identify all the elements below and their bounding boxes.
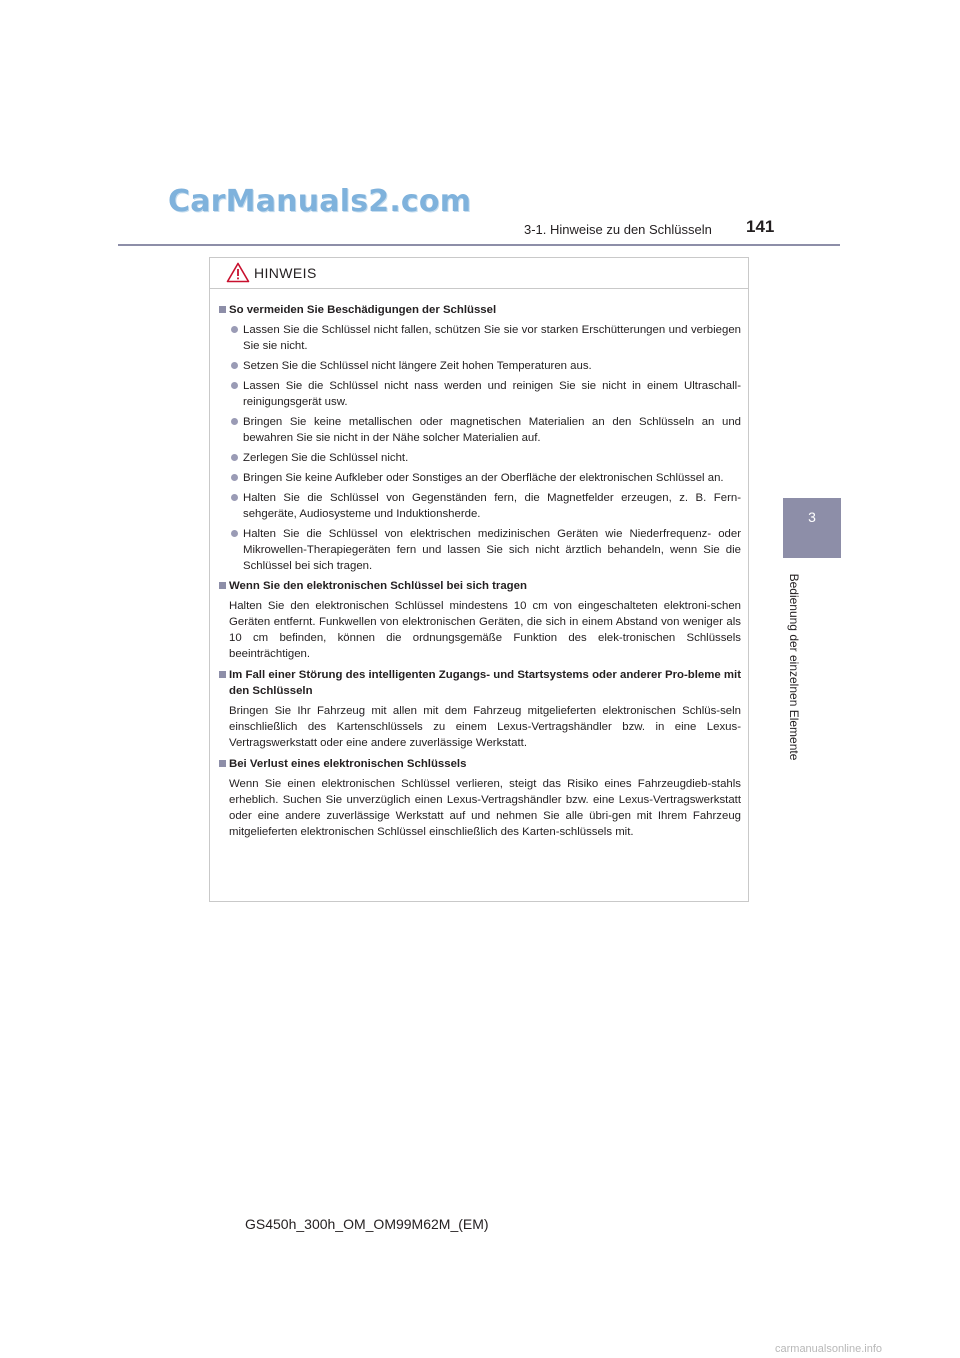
section-damage-prevention bbox=[219, 302, 741, 574]
chapter-label-text: Bedienung der einzelnen Elemente bbox=[787, 573, 801, 761]
section-lost-key bbox=[219, 756, 741, 840]
section-heading: So vermeiden Sie Beschädigungen der Schlüssel bbox=[219, 302, 741, 318]
watermark: carmanualsonline.info bbox=[775, 1343, 883, 1355]
manual-code: GS450h_300h_OM_OM99M62M_(EM) bbox=[245, 1216, 489, 1232]
page-number: 141 bbox=[746, 217, 775, 236]
list-item: Halten Sie die Schlüssel von elektrischen medizinischen Geräten wie Niederfrequenz- oder Mikrowellen-Therapiegeräten fern und lassen Sie sich nicht ärztlich behandeln, wenn Sie die Schlüssel bei sich tragen. bbox=[219, 526, 741, 574]
section-carrying-key bbox=[219, 578, 741, 662]
header-divider bbox=[118, 244, 840, 246]
section-heading: Im Fall einer Störung des intelligenten Zugangs- und Startsystems oder anderer Pro-bleme mit den Schlüsseln bbox=[219, 667, 741, 699]
list-item: Setzen Sie die Schlüssel nicht längere Zeit hohen Temperaturen aus. bbox=[219, 358, 741, 374]
chapter-label bbox=[783, 562, 805, 772]
notice-body bbox=[210, 289, 748, 840]
section-text: Halten Sie den elektronischen Schlüssel mindestens 10 cm von eingeschalteten elektroni-schen Geräten entfernt. Funkwellen von elektronischen Geräten, die sich in einem Abstand von weniger als 10 cm befinden, können die ordnungsgemäße Funktion des elek-tronischen Schlüssels beeinträchtigen. bbox=[229, 600, 741, 660]
section-heading: Wenn Sie den elektronischen Schlüssel bei sich tragen bbox=[219, 578, 741, 594]
list-item: Halten Sie die Schlüssel von Gegenständen fern, die Magnetfelder erzeugen, z. B. Fern-sehgeräte, Audiosysteme und Induktionsherde. bbox=[219, 490, 741, 522]
list-item: Lassen Sie die Schlüssel nicht fallen, schützen Sie sie vor starken Erschütterungen und verbiegen Sie sie nicht. bbox=[219, 322, 741, 354]
list-item: Bringen Sie keine metallischen oder magnetischen Materialien an den Schlüsseln an und bewahren Sie sie nicht in der Nähe solcher Materialien auf. bbox=[219, 414, 741, 446]
notice-box bbox=[209, 257, 749, 902]
list-item: Bringen Sie keine Aufkleber oder Sonstiges an der Oberfläche der elektronischen Schlüssel an. bbox=[219, 470, 741, 486]
list-item: Lassen Sie die Schlüssel nicht nass werden und reinigen Sie sie nicht in einem Ultraschall-reinigungsgerät usw. bbox=[219, 378, 741, 410]
section-heading: Bei Verlust eines elektronischen Schlüssels bbox=[219, 756, 741, 772]
carmanuals-logo: CarManuals2.com bbox=[168, 184, 472, 219]
notice-title: HINWEIS bbox=[254, 265, 317, 281]
list-item: Zerlegen Sie die Schlüssel nicht. bbox=[219, 450, 741, 466]
notice-header bbox=[210, 258, 748, 289]
warning-triangle-icon bbox=[226, 262, 250, 283]
chapter-tab[interactable]: 3 bbox=[783, 498, 841, 558]
section-text: Bringen Sie Ihr Fahrzeug mit allen mit dem Fahrzeug mitgelieferten elektronischen Schlüs-seln einschließlich des Kartenschlüssels zu einem Lexus-Vertragshändler bzw. in eine Lexus-Vertragswerkstatt oder eine andere zuverlässige Werkstatt. bbox=[229, 705, 741, 749]
section-malfunction bbox=[219, 667, 741, 751]
section-title: 3-1. Hinweise zu den Schlüsseln bbox=[524, 222, 712, 237]
section-text: Wenn Sie einen elektronischen Schlüssel verlieren, steigt das Risiko eines Fahrzeugdieb-stahls erheblich. Suchen Sie unverzüglich einen Lexus-Vertragshändler bzw. eine Lexus-Vertragswerkstatt oder eine andere zuverlässige Werkstatt auf und nehmen Sie alle übri-gen mit Ihrem Fahrzeug mitgelieferten elektronischen Schlüssel einschließlich des Karten-schlüssels mit. bbox=[229, 778, 741, 838]
